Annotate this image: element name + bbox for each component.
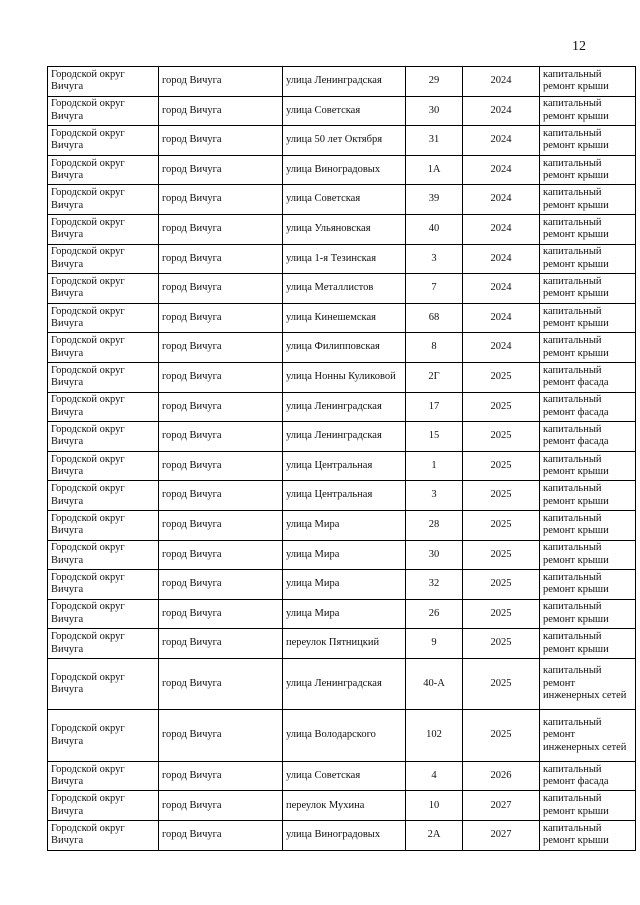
cell-year: 2025 [463, 510, 540, 540]
cell-municipal-district: Городской округ Вичуга [48, 570, 159, 600]
cell-house-number: 68 [406, 303, 463, 333]
cell-house-number: 1А [406, 155, 463, 185]
cell-street: улица Мира [283, 510, 406, 540]
cell-street: улица Ленинградская [283, 392, 406, 422]
cell-municipal-district: Городской округ Вичуга [48, 821, 159, 851]
cell-settlement: город Вичуга [159, 481, 283, 511]
cell-settlement: город Вичуга [159, 570, 283, 600]
cell-year: 2025 [463, 599, 540, 629]
cell-street: улица Нонны Куликовой [283, 362, 406, 392]
cell-work-type: капитальный ремонт крыши [540, 821, 636, 851]
cell-settlement: город Вичуга [159, 185, 283, 215]
cell-year: 2025 [463, 710, 540, 762]
cell-street: улица 1-я Тезинская [283, 244, 406, 274]
cell-year: 2025 [463, 570, 540, 600]
cell-street: улица Мира [283, 599, 406, 629]
cell-year: 2025 [463, 392, 540, 422]
cell-year: 2027 [463, 821, 540, 851]
cell-work-type: капитальный ремонт крыши [540, 185, 636, 215]
cell-municipal-district: Городской округ Вичуга [48, 126, 159, 156]
cell-house-number: 31 [406, 126, 463, 156]
table-row [48, 658, 636, 710]
cell-municipal-district: Городской округ Вичуга [48, 629, 159, 659]
cell-work-type: капитальный ремонт крыши [540, 303, 636, 333]
cell-street: улица 50 лет Октября [283, 126, 406, 156]
table-row [48, 510, 636, 540]
cell-house-number: 2Г [406, 362, 463, 392]
cell-municipal-district: Городской округ Вичуга [48, 303, 159, 333]
cell-house-number: 3 [406, 244, 463, 274]
cell-settlement: город Вичуга [159, 274, 283, 304]
cell-municipal-district: Городской округ Вичуга [48, 761, 159, 791]
cell-year: 2025 [463, 362, 540, 392]
cell-street: улица Советская [283, 185, 406, 215]
cell-house-number: 30 [406, 96, 463, 126]
table-row [48, 422, 636, 452]
cell-house-number: 30 [406, 540, 463, 570]
cell-street: переулок Пятницкий [283, 629, 406, 659]
cell-settlement: город Вичуга [159, 710, 283, 762]
cell-street: улица Ленинградская [283, 67, 406, 97]
table-row [48, 303, 636, 333]
cell-settlement: город Вичуга [159, 333, 283, 363]
table-row [48, 570, 636, 600]
cell-settlement: город Вичуга [159, 155, 283, 185]
cell-municipal-district: Городской округ Вичуга [48, 185, 159, 215]
cell-settlement: город Вичуга [159, 658, 283, 710]
cell-work-type: капитальный ремонт крыши [540, 599, 636, 629]
cell-work-type: капитальный ремонт крыши [540, 214, 636, 244]
cell-settlement: город Вичуга [159, 67, 283, 97]
table-row [48, 761, 636, 791]
table-row [48, 481, 636, 511]
cell-year: 2024 [463, 244, 540, 274]
cell-street: улица Ульяновская [283, 214, 406, 244]
cell-year: 2025 [463, 481, 540, 511]
cell-municipal-district: Городской округ Вичуга [48, 333, 159, 363]
cell-year: 2025 [463, 422, 540, 452]
cell-settlement: город Вичуга [159, 599, 283, 629]
cell-house-number: 102 [406, 710, 463, 762]
table-row [48, 791, 636, 821]
table-row [48, 392, 636, 422]
cell-municipal-district: Городской округ Вичуга [48, 510, 159, 540]
cell-settlement: город Вичуга [159, 540, 283, 570]
cell-house-number: 2А [406, 821, 463, 851]
cell-municipal-district: Городской округ Вичуга [48, 214, 159, 244]
cell-year: 2027 [463, 791, 540, 821]
cell-settlement: город Вичуга [159, 392, 283, 422]
cell-year: 2024 [463, 67, 540, 97]
table-row [48, 155, 636, 185]
cell-work-type: капитальный ремонт крыши [540, 510, 636, 540]
cell-street: улица Советская [283, 761, 406, 791]
cell-year: 2024 [463, 126, 540, 156]
cell-settlement: город Вичуга [159, 96, 283, 126]
cell-house-number: 17 [406, 392, 463, 422]
cell-house-number: 1 [406, 451, 463, 481]
cell-settlement: город Вичуга [159, 451, 283, 481]
cell-work-type: капитальный ремонт фасада [540, 761, 636, 791]
cell-municipal-district: Городской округ Вичуга [48, 451, 159, 481]
cell-work-type: капитальный ремонт инженерных сетей [540, 658, 636, 710]
cell-settlement: город Вичуга [159, 244, 283, 274]
table-row [48, 710, 636, 762]
cell-settlement: город Вичуга [159, 126, 283, 156]
cell-year: 2025 [463, 451, 540, 481]
cell-work-type: капитальный ремонт крыши [540, 333, 636, 363]
cell-year: 2025 [463, 629, 540, 659]
table-row [48, 244, 636, 274]
cell-settlement: город Вичуга [159, 791, 283, 821]
cell-house-number: 8 [406, 333, 463, 363]
cell-settlement: город Вичуга [159, 214, 283, 244]
cell-work-type: капитальный ремонт крыши [540, 155, 636, 185]
cell-work-type: капитальный ремонт крыши [540, 244, 636, 274]
cell-municipal-district: Городской округ Вичуга [48, 274, 159, 304]
table-row [48, 540, 636, 570]
cell-work-type: капитальный ремонт крыши [540, 481, 636, 511]
cell-house-number: 26 [406, 599, 463, 629]
table-row [48, 629, 636, 659]
cell-work-type: капитальный ремонт крыши [540, 274, 636, 304]
cell-settlement: город Вичуга [159, 761, 283, 791]
cell-municipal-district: Городской округ Вичуга [48, 599, 159, 629]
cell-municipal-district: Городской округ Вичуга [48, 658, 159, 710]
table-row [48, 185, 636, 215]
cell-house-number: 28 [406, 510, 463, 540]
cell-municipal-district: Городской округ Вичуга [48, 155, 159, 185]
table-row [48, 451, 636, 481]
cell-work-type: капитальный ремонт фасада [540, 422, 636, 452]
table-row [48, 821, 636, 851]
cell-house-number: 4 [406, 761, 463, 791]
cell-house-number: 39 [406, 185, 463, 215]
table-body [48, 67, 636, 851]
cell-municipal-district: Городской округ Вичуга [48, 710, 159, 762]
table-row [48, 214, 636, 244]
cell-settlement: город Вичуга [159, 422, 283, 452]
cell-municipal-district: Городской округ Вичуга [48, 422, 159, 452]
cell-municipal-district: Городской округ Вичуга [48, 96, 159, 126]
cell-year: 2024 [463, 214, 540, 244]
cell-year: 2025 [463, 658, 540, 710]
cell-work-type: капитальный ремонт крыши [540, 126, 636, 156]
cell-street: улица Филипповская [283, 333, 406, 363]
table-row [48, 599, 636, 629]
cell-work-type: капитальный ремонт фасада [540, 392, 636, 422]
cell-street: улица Советская [283, 96, 406, 126]
cell-work-type: капитальный ремонт крыши [540, 67, 636, 97]
cell-year: 2024 [463, 274, 540, 304]
cell-work-type: капитальный ремонт крыши [540, 570, 636, 600]
cell-house-number: 7 [406, 274, 463, 304]
cell-street: улица Мира [283, 540, 406, 570]
cell-work-type: капитальный ремонт крыши [540, 791, 636, 821]
cell-year: 2026 [463, 761, 540, 791]
cell-street: улица Металлистов [283, 274, 406, 304]
cell-street: улица Кинешемская [283, 303, 406, 333]
cell-street: улица Ленинградская [283, 658, 406, 710]
table-row [48, 96, 636, 126]
cell-year: 2024 [463, 96, 540, 126]
cell-municipal-district: Городской округ Вичуга [48, 362, 159, 392]
cell-municipal-district: Городской округ Вичуга [48, 481, 159, 511]
cell-house-number: 29 [406, 67, 463, 97]
cell-municipal-district: Городской округ Вичуга [48, 540, 159, 570]
cell-work-type: капитальный ремонт инженерных сетей [540, 710, 636, 762]
cell-settlement: город Вичуга [159, 821, 283, 851]
cell-street: улица Виноградовых [283, 821, 406, 851]
cell-settlement: город Вичуга [159, 303, 283, 333]
cell-municipal-district: Городской округ Вичуга [48, 67, 159, 97]
cell-year: 2024 [463, 303, 540, 333]
repair-schedule-table [47, 66, 636, 851]
cell-street: улица Виноградовых [283, 155, 406, 185]
cell-street: улица Володарского [283, 710, 406, 762]
cell-house-number: 10 [406, 791, 463, 821]
table-row [48, 126, 636, 156]
page-number: 12 [572, 39, 586, 54]
cell-year: 2024 [463, 333, 540, 363]
cell-house-number: 32 [406, 570, 463, 600]
cell-house-number: 3 [406, 481, 463, 511]
cell-settlement: город Вичуга [159, 362, 283, 392]
cell-work-type: капитальный ремонт крыши [540, 629, 636, 659]
table-row [48, 274, 636, 304]
cell-house-number: 15 [406, 422, 463, 452]
cell-house-number: 40 [406, 214, 463, 244]
cell-street: переулок Мухина [283, 791, 406, 821]
cell-street: улица Центральная [283, 481, 406, 511]
table-row [48, 67, 636, 97]
cell-year: 2025 [463, 540, 540, 570]
cell-street: улица Ленинградская [283, 422, 406, 452]
cell-work-type: капитальный ремонт крыши [540, 96, 636, 126]
cell-municipal-district: Городской округ Вичуга [48, 392, 159, 422]
cell-settlement: город Вичуга [159, 629, 283, 659]
table-row [48, 333, 636, 363]
cell-work-type: капитальный ремонт крыши [540, 451, 636, 481]
cell-year: 2024 [463, 155, 540, 185]
cell-municipal-district: Городской округ Вичуга [48, 791, 159, 821]
cell-house-number: 40-А [406, 658, 463, 710]
table-row [48, 362, 636, 392]
cell-house-number: 9 [406, 629, 463, 659]
cell-street: улица Центральная [283, 451, 406, 481]
cell-street: улица Мира [283, 570, 406, 600]
cell-work-type: капитальный ремонт крыши [540, 540, 636, 570]
cell-settlement: город Вичуга [159, 510, 283, 540]
cell-municipal-district: Городской округ Вичуга [48, 244, 159, 274]
cell-year: 2024 [463, 185, 540, 215]
cell-work-type: капитальный ремонт фасада [540, 362, 636, 392]
